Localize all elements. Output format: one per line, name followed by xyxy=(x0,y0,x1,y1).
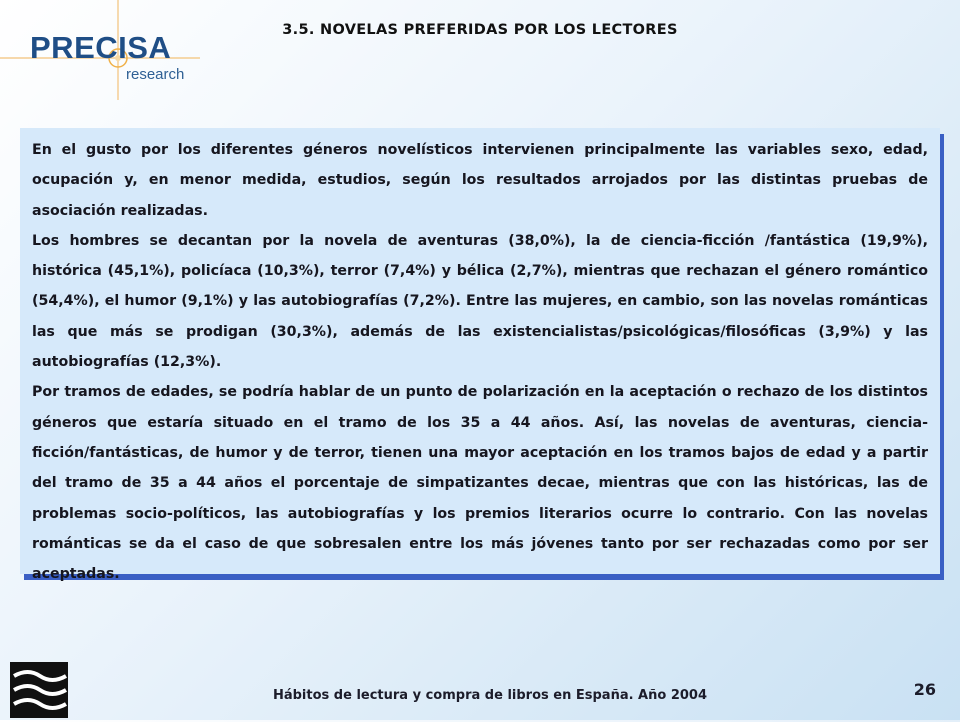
paragraph-age: Por tramos de edades, se podría hablar de un punto de polarización en la aceptación o rechazo de los distintos géneros que estaría situado en el tramo de los 35 a 44 años. Así, las novelas de aventuras, ciencia-ficción/fantásticas, de humor y de terror, tienen una mayor aceptación en los tramos bajos de edad y a partir del tramo de 35 a 44 años el porcentaje de simpatizantes decae, mientras que con las históricas, las de problemas socio-políticos, las autobiografías y los premios literarios ocurre lo contrario. Con las novelas románticas se da el caso de que sobresalen entre los más jóvenes tanto por ser rechazadas como por ser aceptadas. xyxy=(32,384,928,583)
footer-logo-icon xyxy=(10,662,70,718)
paragraph-intro: En el gusto por los diferentes géneros novelísticos intervienen principalmente las variables sexo, edad, ocupación y, en menor medida, estudios, según los resultados arrojados por las distintas pruebas de asociación realizadas. xyxy=(32,142,928,219)
paragraph-gender: Los hombres se decantan por la novela de aventuras (38,0%), la de ciencia-ficción /fantástica (19,9%), histórica (45,1%), policíaca (10,3%), terror (7,4%) y bélica (2,7%), mientras que rechazan el género romántico (54,4%), el humor (9,1%) y las autobiografías (7,2%). Entre las mujeres, en cambio, son las novelas románticas las que más se prodigan (30,3%), además de las existencialistas/psicológicas/filosóficas (3,9%) y las autobiografías (12,3%). xyxy=(32,232,928,371)
logo-wordmark: PRECISA xyxy=(30,30,172,65)
precisa-research-logo xyxy=(0,0,200,100)
slide-title: 3.5. NOVELAS PREFERIDAS POR LOS LECTORES xyxy=(282,22,678,38)
page-number: 26 xyxy=(913,680,936,699)
footer-caption: Hábitos de lectura y compra de libros en España. Año 2004 xyxy=(272,688,708,703)
text-box xyxy=(20,128,940,583)
logo-subtitle: research xyxy=(126,66,185,83)
